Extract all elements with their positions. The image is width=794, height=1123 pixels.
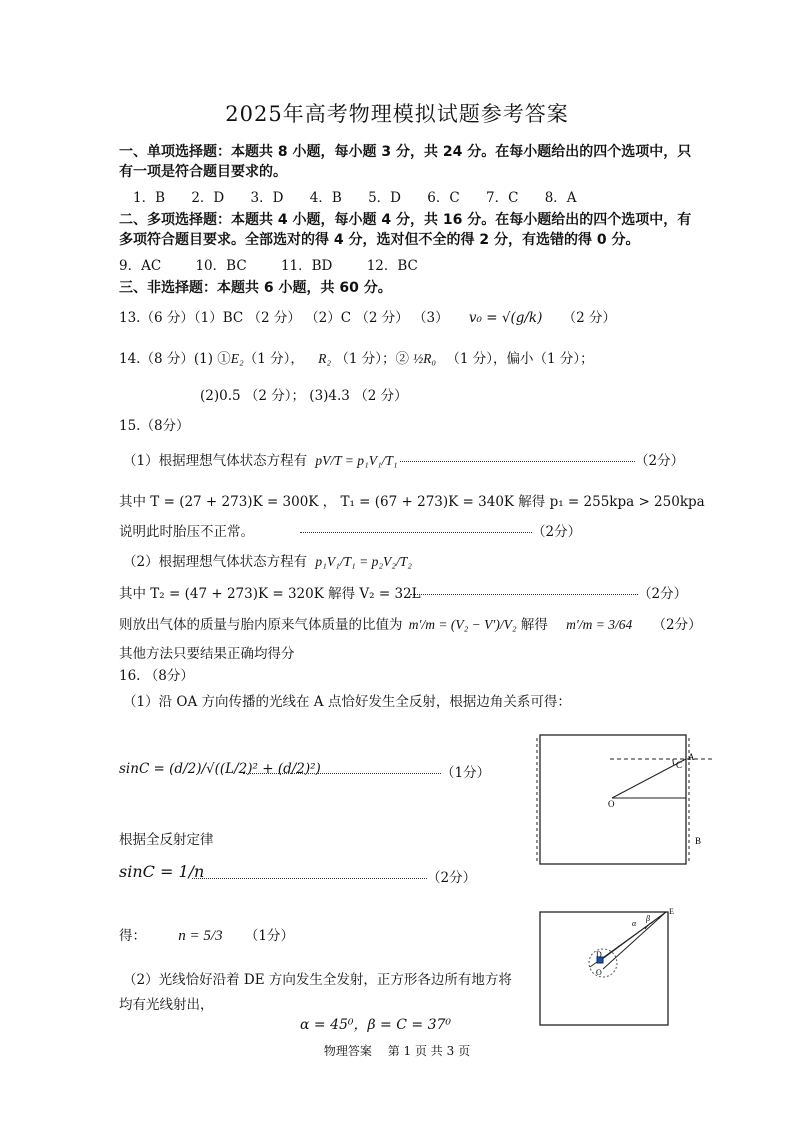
dotted-leader — [400, 461, 635, 462]
answer-6: 6．C — [427, 190, 460, 206]
section1-heading-line1: 一、单项选择题：本题共 8 小题，每小题 3 分，共 24 分。在每小题给出的四个选项中，只 — [119, 144, 692, 160]
q16-eq3: n = 5/3 — [178, 928, 223, 944]
section1-answers — [133, 186, 599, 206]
q15-line3: 说明此时胎压不正常。 — [119, 524, 254, 540]
angle-c-arc — [673, 759, 674, 765]
q16-line2: 根据全反射定律 — [119, 832, 214, 848]
q13-text: 13.（6 分）（1）BC （2 分） （2）C （2 分） （3） — [119, 310, 449, 326]
q14-part-d: （1 分），偏小（1 分）； — [446, 351, 594, 367]
q15-line2: 其中 T = (27 + 273)K = 300K ， T₁ = (67 + 273)K = 340K 解得 p₁ = 255kpa > 250kpa — [119, 494, 705, 510]
answer-5: 5．D — [368, 190, 401, 206]
q15-line4-text: （2）根据理想气体状态方程有 — [123, 554, 308, 570]
label-b: B — [695, 836, 702, 846]
q15-line7: 其他方法只要结果正确均得分 — [119, 646, 295, 662]
q16-score2: （2分） — [427, 870, 477, 886]
q16-line3-text: 得： — [119, 928, 146, 944]
answer-2: 2．D — [191, 190, 225, 206]
figure-1-total-reflection — [535, 730, 715, 870]
q16-eq2: sinC = 1/n — [119, 862, 205, 881]
ray-oa — [612, 759, 686, 798]
label-o: O — [608, 799, 615, 809]
answer-10: 10．BC — [195, 258, 247, 274]
q14-line1 — [119, 347, 594, 367]
q15-line1 — [123, 449, 398, 469]
q15-eq1: pV/T = p₁V₁/T₁ — [315, 453, 398, 468]
dotted-leader — [243, 773, 441, 774]
answer-7: 7．C — [486, 190, 519, 206]
q16-score2-line — [192, 866, 476, 886]
q13-formula: v₀ = √(g/k) — [468, 310, 543, 326]
q15-eq4: p₁V₁/T₁ = p₂V₂/T₂ — [315, 554, 412, 569]
q13-score: （2 分） — [562, 310, 617, 326]
q16-score3: （1分） — [244, 928, 294, 944]
q16-eq5: α = 45⁰，β = C = 37⁰ — [300, 1017, 452, 1033]
page-title: 2025年高考物理模拟试题参考答案 — [225, 102, 569, 126]
q15-line6-solve: 解得 — [520, 617, 548, 633]
q15-eq6: m′/m = (V₂ − V′)/V₂ — [408, 617, 517, 632]
q15-heading: 15.（8分） — [119, 418, 190, 434]
section1-heading-line2: 有一项是符合题目要求的。 — [119, 164, 287, 180]
page-footer: 物理答案 第 1 页 共 3 页 — [323, 1044, 471, 1058]
section2-heading-line1: 二、多项选择题：本题共 4 小题，每小题 4 分，共 16 分。在每小题给出的四个选项中，有 — [119, 212, 692, 228]
answer-3: 3．D — [250, 190, 284, 206]
section2-heading-line2: 多项符合题目要求。全部选对的得 4 分，选对但不全的得 2 分，有选错的得 0 分。 — [119, 232, 640, 248]
q15-score6: （2分） — [652, 617, 702, 633]
q15-score5-line — [410, 582, 687, 602]
q14-part-c: （1 分）；② — [335, 351, 410, 367]
dotted-leader — [300, 532, 532, 533]
q16-score1: （1分） — [441, 765, 491, 781]
q16-line5: 均有光线射出， — [119, 997, 214, 1013]
q16-heading: 16. （8分） — [119, 668, 194, 684]
label-c: C — [676, 760, 683, 770]
q16-line1: （1）沿 OA 方向传播的光线在 A 点恰好发生全反射，根据边角关系可得： — [123, 694, 571, 710]
q14-e2: E₂ — [230, 351, 244, 366]
q14-part-b: （1 分）， — [243, 351, 304, 367]
q15-score3-line — [300, 520, 581, 540]
label-a: A — [688, 752, 695, 762]
label-d: D — [596, 950, 602, 959]
answer-11: 11．BD — [280, 258, 333, 274]
q14-part-a: 14.（8 分）(1) ① — [119, 351, 231, 367]
q16-score1-line — [243, 761, 490, 781]
label-beta: β — [646, 914, 650, 923]
q16-line3 — [119, 924, 294, 945]
answer-12: 12．BC — [366, 258, 418, 274]
figure-2-light-path — [535, 905, 685, 1030]
label-e: E — [669, 907, 674, 916]
q15-score1: （2分） — [635, 453, 685, 469]
section3-heading: 三、非选择题：本题共 6 小题，共 60 分。 — [119, 280, 392, 296]
q15-score5: （2分） — [638, 586, 688, 602]
answer-9: 9．AC — [119, 258, 162, 274]
q16-line4: （2）光线恰好沿着 DE 方向发生全发射，正方形各边所有地方将 — [123, 972, 512, 988]
section2-answers — [119, 254, 440, 274]
q15-line5: 其中 T₂ = (47 + 273)K = 320K 解得 V₂ = 32L — [119, 586, 421, 602]
dotted-leader — [192, 878, 427, 879]
q15-line1-text: （1）根据理想气体状态方程有 — [123, 453, 308, 469]
dotted-leader — [410, 594, 638, 595]
label-o: O — [596, 968, 602, 977]
answer-1: 1．B — [133, 190, 166, 206]
q14-line2: (2)0.5 （2 分）； (3)4.3 （2 分） — [200, 388, 408, 404]
q14-half-r0: ½R₀ — [413, 351, 437, 366]
q15-result6: m′/m = 3/64 — [566, 617, 633, 632]
q16-eq1: sinC = (d/2)/√((L/2)² + (d/2)²) — [119, 761, 321, 777]
q15-line4 — [123, 550, 412, 570]
q13-line — [119, 306, 616, 326]
q15-line6-text: 则放出气体的质量与胎内原来气体质量的比值为 — [119, 617, 403, 633]
label-alpha: α — [632, 919, 637, 928]
q15-score3: （2分） — [532, 524, 582, 540]
q14-r2: R₂ — [318, 351, 332, 366]
q15-score1-line — [400, 449, 684, 469]
answer-8: 8．A — [544, 190, 577, 206]
q15-line6 — [119, 613, 702, 633]
answer-4: 4．B — [309, 190, 342, 206]
